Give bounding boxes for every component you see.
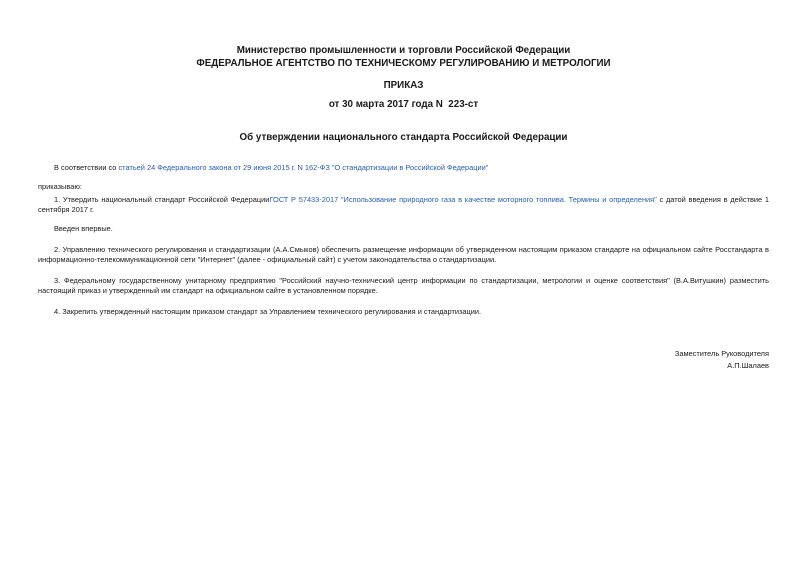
item-3-text: 3. Федеральному государственному унитарному предприятию "Российский научно-технический центр информации по стандартизации, метрологии и оценке соответствия" (В.А.Витушкин) разместить настоящий приказ и утвержденный им стандарт на официальном сайте в установленном порядке. (38, 276, 769, 295)
ministry-name: Министерство промышленности и торговли Российской Федерации (236, 45, 571, 56)
item-2-text: 2. Управлению технического регулирования и стандартизации (А.А.Смыков) обеспечить размещение информации об утвержденном настоящим приказом стандарте на официальном сайте Росстандарта в информационно-телекоммуникационной сети "Интернет" (далее - официальный сайт) с учетом законодательства о стандартизации. (38, 245, 769, 264)
item-1-prefix: 1. Утвердить национальный стандарт Российской Федерации (54, 195, 270, 204)
preamble-prefix: В соответствии со (54, 163, 119, 172)
item-4-text: 4. Закрепить утвержденный настоящим приказом стандарт за Управлением технического регулирования и стандартизации. (54, 307, 482, 316)
order-word: приказываю: (38, 182, 82, 191)
federal-law-title-link[interactable]: "О стандартизации в Российской Федерации" (331, 163, 489, 172)
gost-standard-link[interactable]: ГОСТ Р 57433-2017 "Использование природного газа в качестве моторного топлива. Термины и определения" (269, 195, 657, 204)
federal-law-article-link[interactable]: статьей 24 Федерального закона от 29 июня 2015 г. N 162-ФЗ (118, 163, 330, 172)
document-date-number: от 30 марта 2017 года N 223-ст (328, 99, 479, 110)
item-2-paragraph (38, 245, 769, 265)
item-3-paragraph (38, 276, 769, 296)
signatory-name: А.П.Шалаев (727, 361, 769, 370)
item-1-paragraph (38, 195, 769, 215)
signature-block (675, 348, 769, 372)
item-1-suffix: с датой введения в действие 1 сентября 2017 г. (38, 195, 769, 214)
introduced-note (38, 224, 769, 234)
item-4-paragraph (38, 307, 769, 317)
document-header (0, 44, 807, 70)
agency-name: ФЕДЕРАЛЬНОЕ АГЕНТСТВО ПО ТЕХНИЧЕСКОМУ РЕГУЛИРОВАНИЮ И МЕТРОЛОГИИ (196, 58, 611, 69)
preamble-paragraph (38, 163, 769, 173)
introduced-text: Введен впервые. (54, 224, 113, 233)
document-type: ПРИКАЗ (383, 80, 424, 91)
signatory-position: Заместитель Руководителя (674, 349, 769, 358)
document-subject: Об утверждении национального стандарта Российской Федерации (239, 132, 568, 143)
